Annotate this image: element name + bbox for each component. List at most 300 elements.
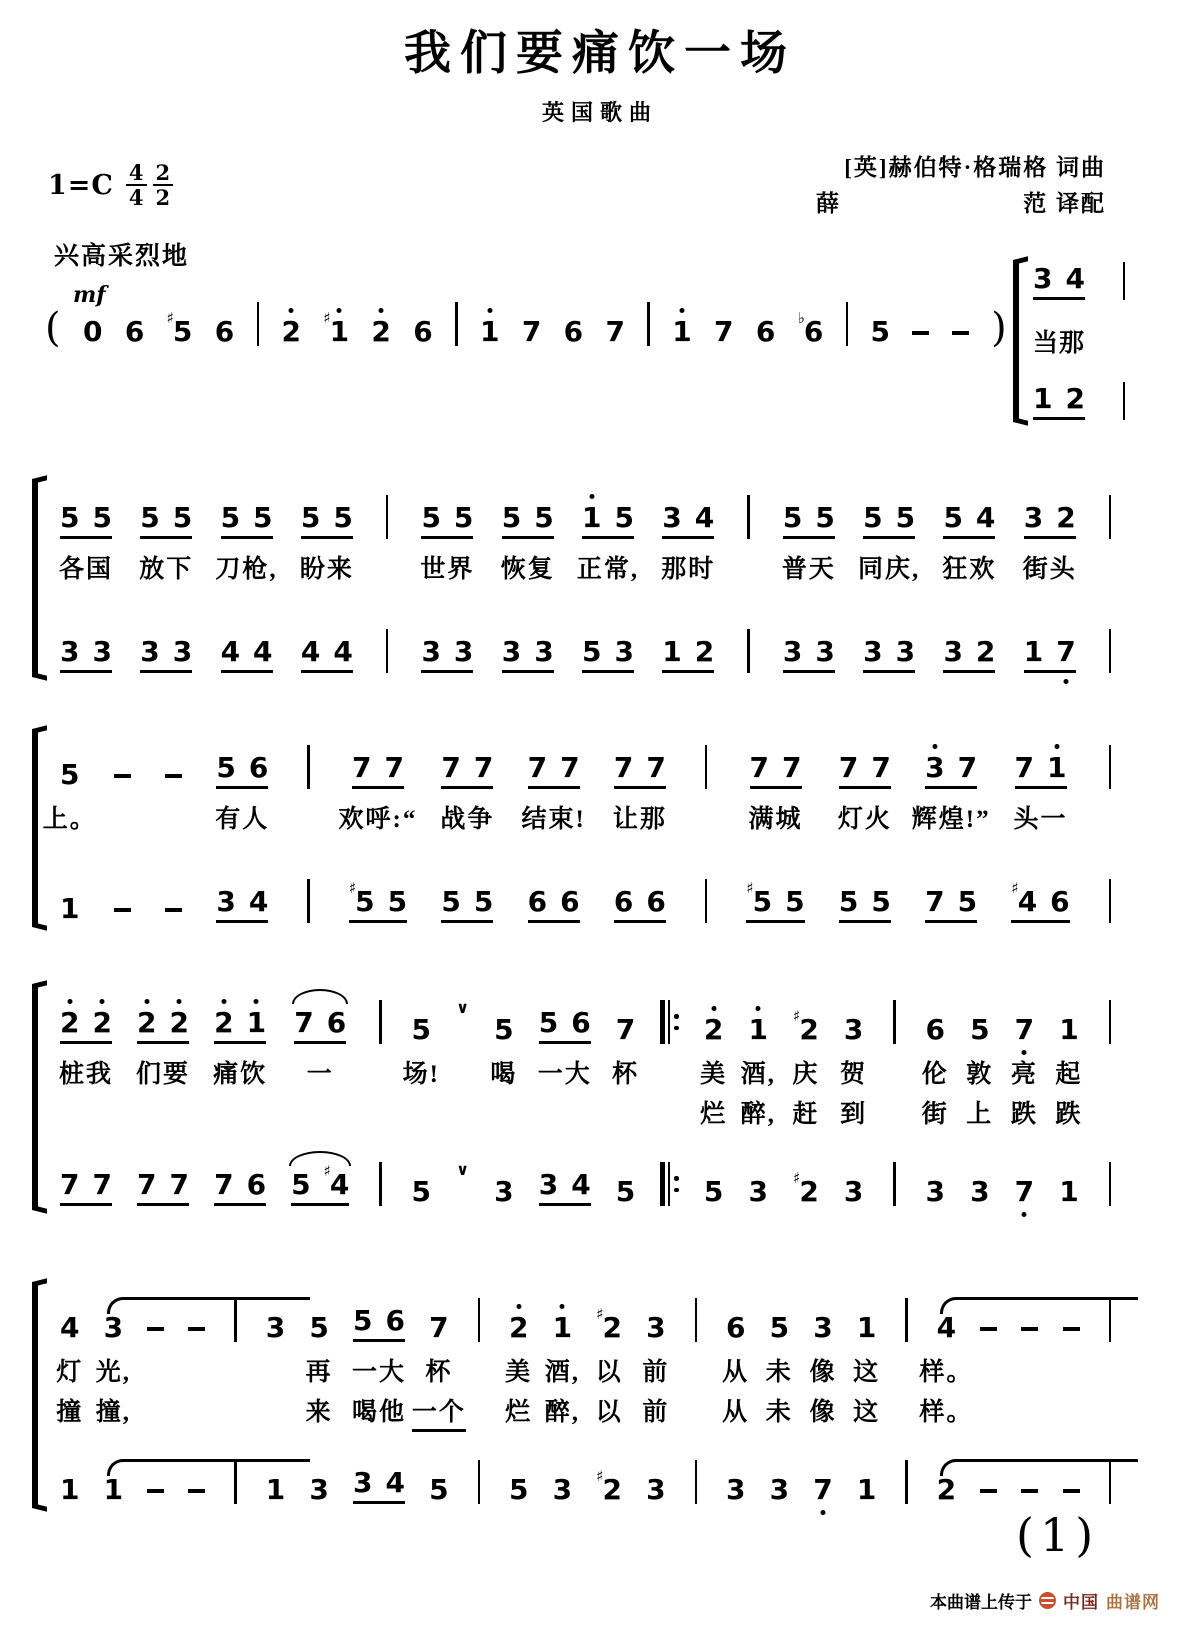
lower-voice-cell <box>857 1452 876 1504</box>
lower-voice-cell <box>660 1154 679 1206</box>
note-digit <box>1014 1013 1035 1046</box>
note-number: 6 <box>755 315 776 348</box>
note-number: 2 <box>1056 501 1076 534</box>
beat-column <box>943 487 995 673</box>
lyric-syllable: 跌 <box>1055 1101 1083 1128</box>
lyric-syllable: 欢呼:“ <box>338 806 418 833</box>
note-digit <box>871 885 891 918</box>
note <box>725 1311 746 1344</box>
lower-voice-cell <box>839 871 891 923</box>
note-digit <box>871 751 891 784</box>
note <box>571 1006 591 1039</box>
note <box>281 315 301 348</box>
note-digit <box>538 1168 559 1201</box>
note-digit <box>748 1013 768 1046</box>
note <box>871 885 891 918</box>
barline <box>478 1460 481 1504</box>
note-number: 3 <box>895 635 916 668</box>
note-digit <box>1056 635 1076 668</box>
upper-voice-cell <box>1059 992 1078 1044</box>
beat-column <box>291 992 349 1206</box>
site-name-rest: 曲谱网 <box>1106 1593 1160 1612</box>
note <box>246 1168 267 1201</box>
note <box>856 1311 877 1344</box>
note-number: 3 <box>552 1473 573 1506</box>
note <box>265 1473 286 1506</box>
note <box>646 1473 666 1506</box>
note <box>1033 262 1053 295</box>
note-number: 4 <box>936 1311 957 1344</box>
note-digit <box>421 501 441 534</box>
beamed-group <box>421 635 474 673</box>
note <box>371 315 391 348</box>
note-digit <box>473 885 494 918</box>
duration-dash <box>114 908 131 913</box>
note-digit <box>291 1168 311 1201</box>
note-digit <box>803 315 824 348</box>
page-number: (1) <box>1016 1508 1100 1562</box>
note-digit <box>169 1006 190 1039</box>
note-number: 6 <box>646 885 666 918</box>
note-digit <box>563 315 584 348</box>
note <box>895 635 916 668</box>
note <box>870 315 890 348</box>
note-number: 7 <box>214 1168 234 1201</box>
accidental-icon: ♯ <box>348 879 357 897</box>
lyric-cell <box>381 539 393 621</box>
note-digit <box>615 1013 636 1046</box>
note <box>1059 1013 1079 1046</box>
note-number: 3 <box>646 1473 666 1506</box>
note-digit <box>813 1311 833 1344</box>
accidental-icon: ♯ <box>323 1162 331 1180</box>
note-digit <box>103 1473 124 1506</box>
note <box>82 315 103 348</box>
note-digit <box>494 1013 514 1046</box>
note-digit <box>140 635 160 668</box>
lower-voice-cell <box>539 1154 591 1206</box>
lyric-cell <box>888 1044 900 1154</box>
beat-column <box>441 737 493 923</box>
note <box>662 501 682 534</box>
upper-voice-cell <box>553 1290 572 1342</box>
note-number: 3 <box>943 635 963 668</box>
note-number: 5 <box>441 885 461 918</box>
note-digit <box>1033 382 1053 415</box>
lower-voice-cell <box>726 1452 745 1504</box>
lyric-syllable: 这 <box>853 1359 881 1386</box>
note <box>843 1013 864 1046</box>
lyric-syllable: 一个 <box>412 1392 466 1432</box>
note-number: 6 <box>413 315 433 348</box>
note-number: 5 <box>534 501 554 534</box>
note-number: 7 <box>838 751 859 784</box>
note <box>351 751 372 784</box>
note-number: 3 <box>538 1168 559 1201</box>
note-number: 2 <box>975 635 996 668</box>
beamed-group <box>782 501 835 539</box>
duration-dash <box>1063 1489 1080 1494</box>
note-digit <box>429 1473 449 1506</box>
note-digit <box>813 1473 833 1506</box>
note-number: 5 <box>957 885 978 918</box>
note-digit <box>752 885 773 918</box>
note-digit <box>60 758 80 791</box>
note <box>646 885 666 918</box>
note <box>214 315 235 348</box>
beamed-group <box>863 635 916 673</box>
dynamic-marking: mf <box>73 282 106 308</box>
note-number: 3 <box>216 885 236 918</box>
beamed-group <box>662 501 715 539</box>
note-number: 5 <box>838 885 859 918</box>
note <box>703 1175 724 1208</box>
lyric-cell <box>576 539 640 621</box>
note-number: 2 <box>703 1013 724 1046</box>
system-columns <box>60 992 1116 1206</box>
note <box>838 885 859 918</box>
note-number: 5 <box>501 501 522 534</box>
upper-voice-cell <box>660 992 679 1044</box>
lyric-cell <box>1104 1342 1116 1452</box>
note <box>563 315 584 348</box>
note <box>353 1466 373 1499</box>
note-number: 7 <box>429 1311 449 1344</box>
lyric-cell <box>980 1342 997 1452</box>
upper-voice-cell <box>140 487 192 539</box>
note-digit <box>1059 1175 1079 1208</box>
note-number: 7 <box>1014 1175 1035 1208</box>
note <box>140 501 160 534</box>
note-number: 5 <box>752 885 773 918</box>
upper-voice-cell <box>1015 737 1067 789</box>
note <box>421 501 441 534</box>
note-digit <box>662 635 682 668</box>
note-number: 5 <box>92 501 112 534</box>
music-system-4 <box>60 992 1116 1206</box>
barline <box>455 302 458 346</box>
lower-voice-cell <box>970 1154 989 1206</box>
note-digit <box>957 751 978 784</box>
lyric-syllable: 有人 <box>215 806 270 833</box>
note-number: 4 <box>329 1168 350 1201</box>
note-number: 1 <box>103 1473 124 1506</box>
note-number: 7 <box>813 1473 833 1506</box>
lower-voice-cell <box>429 1452 448 1504</box>
lyric-cell <box>214 1044 266 1154</box>
note <box>856 1473 877 1506</box>
lyric-cell <box>305 1342 333 1452</box>
music-system-5 <box>56 1290 1116 1506</box>
note <box>441 751 461 784</box>
upper-voice-cell <box>104 1290 123 1342</box>
lower-voice-cell <box>937 1452 956 1504</box>
note <box>60 758 80 791</box>
beat-column <box>544 1290 580 1506</box>
beat-column <box>56 1290 84 1506</box>
lyric-syllable: 醉, <box>544 1399 580 1426</box>
note-number: 1 <box>329 315 350 348</box>
note-number: 5 <box>871 885 891 918</box>
lyric-syllable: 酒, <box>740 1061 776 1088</box>
upper-voice-cell <box>165 737 182 789</box>
note-number: 5 <box>508 1473 529 1506</box>
note <box>300 635 321 668</box>
note <box>552 1473 573 1506</box>
lyric-syllable: 那时 <box>661 556 716 583</box>
tied-note <box>103 1311 124 1344</box>
note-digit <box>534 501 554 534</box>
note-number: 5 <box>453 501 474 534</box>
note <box>60 1006 80 1039</box>
beamed-group <box>538 1168 591 1206</box>
note <box>214 1168 234 1201</box>
note-number: 7 <box>1056 635 1076 668</box>
lower-voice-cell <box>307 871 310 923</box>
note-digit <box>1065 262 1085 295</box>
note <box>169 1168 190 1201</box>
note-number: 2 <box>799 1013 819 1046</box>
lyric-syllable: 头一 <box>1013 806 1068 833</box>
lower-voice-cell <box>844 1154 863 1206</box>
upper-voice-cell <box>1109 992 1112 1044</box>
note <box>60 1168 80 1201</box>
barline <box>307 745 310 789</box>
note <box>815 635 835 668</box>
barline <box>1109 879 1112 923</box>
note-number: 4 <box>253 635 273 668</box>
lyric-cell <box>966 1044 994 1154</box>
lyric-cell <box>921 1044 949 1154</box>
note-number: 1 <box>856 1311 877 1344</box>
note <box>749 751 770 784</box>
parenthesis: ) <box>991 305 1007 351</box>
note-digit <box>582 635 602 668</box>
note-digit <box>248 885 269 918</box>
lyric-syllable: 喝 <box>490 1061 518 1088</box>
lyric-cell <box>765 1342 793 1452</box>
note-number: 7 <box>613 751 634 784</box>
note <box>508 1311 529 1344</box>
beat-column <box>505 1290 533 1506</box>
octave-dot-above <box>221 999 226 1004</box>
note <box>925 1175 945 1208</box>
note-number: 1 <box>1023 635 1044 668</box>
site-footer <box>930 1588 1160 1613</box>
upper-voice-cell <box>60 992 112 1044</box>
beamed-group <box>1023 501 1076 539</box>
lyric-cell <box>216 789 268 871</box>
note <box>615 1175 636 1208</box>
lyric-cell <box>441 789 493 871</box>
note-number: 5 <box>863 501 883 534</box>
note <box>384 751 404 784</box>
note-digit <box>975 501 996 534</box>
note-number: 5 <box>216 751 236 784</box>
beat-column <box>840 992 868 1208</box>
note-digit <box>220 635 241 668</box>
beat-column <box>140 487 192 673</box>
note-number: 7 <box>527 751 548 784</box>
upper-voice-cell <box>60 487 112 539</box>
meter-numerator: 2 <box>153 162 174 186</box>
lower-voice-cell <box>813 1452 832 1504</box>
note-number: 3 <box>92 635 112 668</box>
barline <box>705 879 708 923</box>
upper-voice-cell <box>646 1290 665 1342</box>
note-digit <box>615 1175 636 1208</box>
beat-column <box>839 737 891 923</box>
note-number: 2 <box>602 1311 622 1344</box>
note-number: 0 <box>82 315 103 348</box>
time-signature-2 <box>153 162 174 208</box>
beamed-group <box>300 635 353 673</box>
note-digit <box>856 1473 877 1506</box>
beamed-group <box>925 885 978 923</box>
note-digit <box>246 1168 267 1201</box>
note <box>246 1006 267 1039</box>
note-number: 7 <box>60 1168 80 1201</box>
note <box>975 635 996 668</box>
lower-voice-cell <box>509 1452 528 1504</box>
note-number: 3 <box>453 635 474 668</box>
note-number: 3 <box>813 1311 833 1344</box>
repeat-begin-icon <box>660 1162 679 1206</box>
beamed-group <box>140 501 193 539</box>
note-number: 3 <box>843 1013 864 1046</box>
octave-dot-above <box>932 744 937 749</box>
note-number: 7 <box>294 1006 314 1039</box>
note-digit <box>527 751 548 784</box>
note-digit <box>527 885 548 918</box>
note-digit <box>473 751 494 784</box>
note-number: 7 <box>782 751 802 784</box>
note-digit <box>725 1473 746 1506</box>
note-digit <box>538 1006 559 1039</box>
note-number: 4 <box>694 501 715 534</box>
note <box>785 885 805 918</box>
note-number: 3 <box>725 1473 746 1506</box>
lyric-cell <box>1104 789 1116 871</box>
note-digit <box>646 751 666 784</box>
note <box>925 751 945 784</box>
note-number: 5 <box>353 1304 373 1337</box>
note-digit <box>124 315 145 348</box>
note-digit <box>265 1311 286 1344</box>
note-digit <box>782 501 803 534</box>
note <box>508 1473 529 1506</box>
note-number: 6 <box>560 885 580 918</box>
lyric-syllable: 各国 <box>58 556 113 583</box>
lyric-cell <box>793 1044 819 1154</box>
upper-voice-cell <box>813 1290 832 1342</box>
note-number: 3 <box>309 1473 329 1506</box>
note-number: 5 <box>815 501 835 534</box>
lower-voice-cell <box>140 621 192 673</box>
note-number: 5 <box>387 885 408 918</box>
lyric-syllable: 满城 <box>748 806 803 833</box>
note-digit <box>421 635 441 668</box>
beat-column <box>596 1290 622 1504</box>
note-digit <box>214 1168 234 1201</box>
note-number: 6 <box>725 1311 746 1344</box>
note-number: 4 <box>571 1168 591 1201</box>
note-digit <box>494 1175 514 1208</box>
note-number: 3 <box>815 635 835 668</box>
lyric-syllable: 街头 <box>1022 556 1077 583</box>
barline <box>1123 262 1126 300</box>
pickup-lyric: 当那 <box>1033 330 1086 357</box>
note <box>479 315 500 348</box>
beamed-group <box>838 751 891 789</box>
beat-column <box>1104 487 1116 673</box>
lyric-syllable: 放下 <box>139 556 194 583</box>
beamed-group <box>294 1006 347 1044</box>
note-digit <box>333 501 353 534</box>
note-digit <box>1056 501 1076 534</box>
note-number: 1 <box>662 635 682 668</box>
note-digit <box>521 315 542 348</box>
lyric-cell <box>853 1342 881 1452</box>
beamed-group <box>353 1304 405 1342</box>
lower-voice-cell <box>1109 1154 1112 1206</box>
translator-name-left: 薛 <box>816 190 841 216</box>
note-digit <box>60 1311 80 1344</box>
note-digit <box>725 1311 746 1344</box>
note <box>453 501 474 534</box>
beat-column <box>614 737 666 923</box>
lyric-cell <box>456 1044 469 1154</box>
note-digit <box>863 501 883 534</box>
note-digit <box>646 885 666 918</box>
lyric-cell <box>1063 1342 1080 1452</box>
note <box>214 1006 234 1039</box>
note-number: 3 <box>748 1175 768 1208</box>
upper-voice-cell <box>582 487 634 539</box>
repeat-dots <box>674 1000 679 1044</box>
note <box>538 1006 559 1039</box>
note-number: 6 <box>563 315 584 348</box>
beat-column <box>301 487 353 673</box>
note <box>169 1006 190 1039</box>
note-number: 3 <box>925 1175 945 1208</box>
note <box>453 635 474 668</box>
note-digit <box>895 501 916 534</box>
upper-voice-cell <box>221 487 273 539</box>
note-number: 5 <box>60 501 80 534</box>
note-digit <box>60 635 80 668</box>
note-number: 6 <box>385 1304 405 1337</box>
note-digit <box>1023 635 1044 668</box>
upper-voice-cell <box>1024 487 1076 539</box>
note-digit <box>605 315 625 348</box>
note <box>646 1311 666 1344</box>
lyric-syllable: 喝他 <box>352 1399 407 1426</box>
note-number: 3 <box>646 1311 666 1344</box>
note-number: 6 <box>925 1013 945 1046</box>
upper-voice-cell <box>614 737 666 789</box>
note-digit <box>453 501 474 534</box>
beat-column <box>919 1290 974 1506</box>
duration-dash <box>1063 1327 1080 1332</box>
note <box>387 885 408 918</box>
upper-voice-cell <box>502 487 554 539</box>
note <box>323 1162 350 1201</box>
note-digit <box>602 1311 622 1344</box>
lyric-cell <box>303 789 315 871</box>
lyric-syllable: 样。 <box>919 1359 974 1386</box>
duration-dash <box>165 774 182 779</box>
